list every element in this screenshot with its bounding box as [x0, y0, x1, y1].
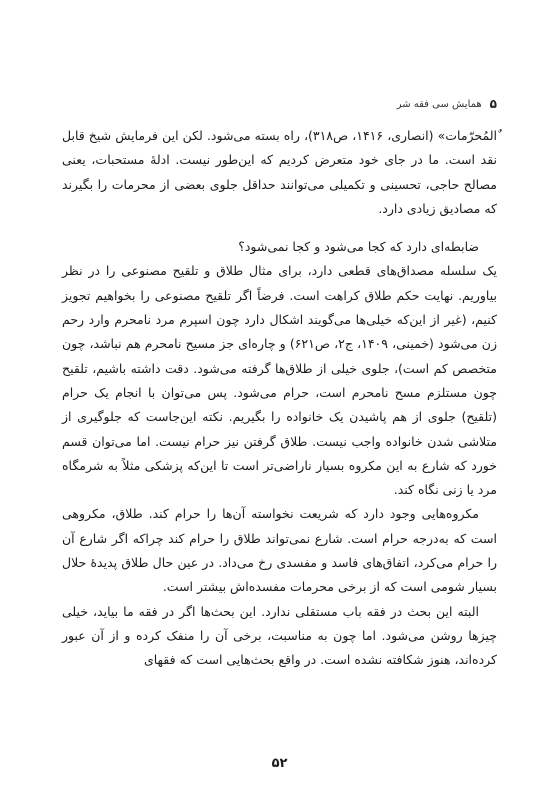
- paragraph-gap: [62, 221, 497, 235]
- header-marker: ۵: [489, 97, 497, 111]
- paragraph-4: البته این بحث در فقه باب مستقلی ندارد. این بحث‌ها اگر در فقه ما بیاید، خیلی چیزها روشن می‌شود. اما چون به مناسبت، برخی آن را منفک کرده و از آن عبور کرده‌اند، هنوز شکافته نشده است. در واقع بحث‌هایی است که فقهای: [62, 603, 497, 668]
- paragraph-1: ٌالمُحرّمات» (انصاری، ۱۴۱۶، ص۳۱۸)، راه بسته می‌شود. لکن این فرمایش شیخ قابل نقد است. ما در جای خود متعرض کردیم که این‌طور نیست. ادلهٔ مستحبات، یعنی مصالح حاجی، تحسینی و تکمیلی می‌توانند حداقل جلوی بعضی از محرمات را بگیرند که مصادیق زیادی دارد.: [62, 128, 497, 216]
- question-line: ضابطه‌ای دارد که کجا می‌شود و کجا نمی‌شود؟: [238, 239, 479, 255]
- paragraph-2: یک سلسله مصداق‌های قطعی دارد، برای مثال طلاق و تلقیح مصنوعی را در نظر بیاوریم. نهایت حکم طلاق کراهت است. فرضاً اگر تلقیح مصنوعی را بخواهیم تجویز کنیم، (غیر از این‌که خیلی‌ها می‌گویند اشکال دارد چون اسپرم مرد نامحرم وارد رحم زن می‌شود (خمینی، ۱۴۰۹، ج۲، ص۶۲۱) و چاره‌ای جز مسیح نامحرم هم نباشد، چون متخصص کم است)، جلوی خیلی از طلاق‌ها گرفته می‌شود. دقت داشته باشیم، تلقیح چون مستلزم مسح نامحرم است، حرام می‌شود. پس می‌توان با انجام یک حرام (تلقیح) جلوی از هم پاشیدن یک خانواده را بگیریم. نکته این‌جاست که جلوگیری از متلاشی شدن خانواده واجب نیست. طلاق گرفتن نیز حرام نیست. اما می‌توان قسم خورد که شارع به این مکروه بسیار ناراضی‌تر است تا این‌که پزشکی مثلاً به شرمگاه مرد یا زنی نگاه کند.: [62, 263, 498, 498]
- running-header: [62, 96, 497, 112]
- paragraph-3: مکروه‌هایی وجود دارد که شریعت نخواسته آن‌ها را حرام کند. طلاق، مکروهی است که به‌درجه حرام است. شارع نمی‌تواند طلاق را حرام کند چراکه اگر شارع آن را حرام می‌کرد، اتفاق‌های فاسد و مفسدی رخ می‌داد. در عین حال طلاق پدیدهٔ حلال بسیار شومی است که از برخی محرمات مفسده‌اش بیشتر است.: [62, 506, 497, 595]
- page-number: ۵۲: [271, 756, 288, 771]
- body-text: [62, 124, 497, 673]
- header-title: همایش سی فقه شر: [396, 98, 482, 110]
